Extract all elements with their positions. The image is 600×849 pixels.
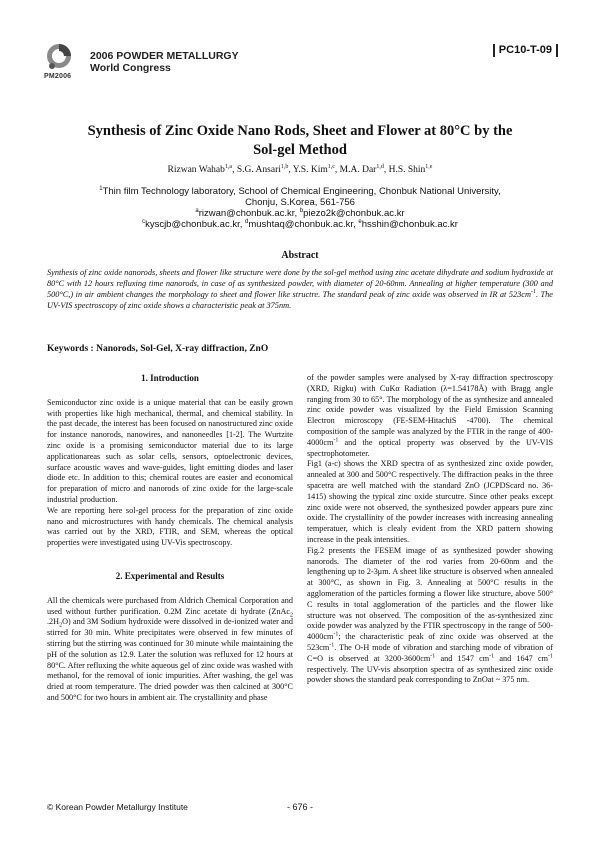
section-heading-introduction: 1. Introduction: [141, 373, 199, 383]
email-link[interactable]: kyscjb@chonbuk.ac.kr: [145, 219, 240, 230]
author-list: Rizwan Wahab$^{1,a}$, S.G. Ansari$^{1,b}$, Y.S. Kim$^{1,c}$, M.A. Dar$^{1,d}$, H.S. Shin$^{1,e}$: [167, 163, 433, 175]
affiliation: $^1$Thin film Technology laboratory, School of Chemical Engineering, Chonbuk National University, Chonju, S.Korea, 561-756 $^a$rizwan@chonbuk.ac.kr, $^b$piezo2k@chonbuk.ac.kr $^c$kyscjb@chonbuk.ac.kr, $^d$mushtaq@chonbuk.ac.kr, $^e$hsshin@chonbuk.ac.kr: [50, 186, 550, 230]
paper-code: PC10-T-09: [493, 44, 558, 57]
email-line-2: $^c$kyscjb@chonbuk.ac.kr, $^d$mushtaq@chonbuk.ac.kr, $^e$hsshin@chonbuk.ac.kr: [142, 218, 458, 230]
right-column: [307, 373, 553, 686]
paragraph: All the chemicals were purchased from Aldrich Chemical Corporation and used without further purification. 0.2M Zinc acetate di hydrate (ZnAc$_2$ $.2H_2O$) and 3M Sodium hydroxide were dissolved in de-ionized water and stirred for 30 min. White precipitates were observed in few minutes of stirring but the stirring was continued for 30 minute while maintaining the pH of the solution as 12.9. Later the solution was refluxed for 12 hours at 80°C. After refluxing the white aqueous gel of zinc oxide was washed with methanol, for the removal of ionic impurities. After washing, the gel was dried at room temperature. The dried powder was then calcined at 300°C and 500°C for two hours in ambient air. The crystallinity and phase: [47, 595, 293, 702]
keywords: Keywords : Nanorods, Sol-Gel, X-ray diffraction, ZnO: [47, 344, 269, 354]
email-link[interactable]: hsshin@chonbuk.ac.kr: [361, 219, 458, 230]
email-line-1: $^a$rizwan@chonbuk.ac.kr, $^b$piezo2k@chonbuk.ac.kr: [195, 207, 405, 219]
paragraph: Fig.2 presents the FESEM image of as synthesized powder showing nanorods. The diameter of the rod varies from 20-60nm and the lengthening up to 2-3μm. A sheet like structure is observed when annealed at 300°C, as shown in Fig. 3. Annealing at 500°C results in the agglomeration of the particles forming a flower like structure, above 500° C results in total agglomeration of the particles and the flower like structure was not observed. The composition of the as-synthesized zinc oxide powder was analyzed by the FTIR spectroscopy in the range of $500-4000cm^{-1}$; the characteristic peak of zinc oxide was observed at the $523cm^{-1}$. The O-H mode of vibration and starching mode of vibration of C=O is observed at $3200-3600cm^{-1}$ and 1547 $cm^{-1}$ and 1647 $cm^{-1}$ respectively. The UV-vis absorption spectra of as synthesized zinc oxide powder shows the standard peak corresponding to ZnOat ~ 375 nm.: [307, 545, 553, 685]
paragraph: Semiconductor zinc oxide is a unique material that can be easily grown with properties like high mechanical, thermal, and chemical stability. In the past decade, the interest has been focused on nanostructured zinc oxide for instance nanorods, nanowires, and nanoneedles [1-2]. The Wurtzite zinc oxide is a promising semiconductor material due to its large applicationareas such as solar cells, sensors, optoelectronic devices, surface acoustic waves and wave-guides, light emitting diodes and laser diode etc. In addition to this; chemical routes are easier and economical for preparation of micro and nanorods of zinc oxide for the large-scale industrial production.: [47, 397, 293, 504]
left-column: [47, 373, 293, 704]
conference-name: 2006 POWDER METALLURGY World Congress: [90, 50, 239, 74]
paragraph: of the powder samples were analysed by X-ray diffraction spectroscopy (XRD, Rigku) with CuKα Radiation (λ=1.54178Å) with Bragg angle ranging from 30 to 65°. The morphology of the as synthesize and annealed zinc oxide powder was visualized by the Field Emission Scanning Electron microscopy (FE-SEM-HitachiS -4700). The chemical composition of the sample was analyzed by the FTIR in the range of $400-4000cm^{-1}$ and the optical property was observed by the UV-VIS spectrophotometer.: [307, 373, 553, 458]
copyright: © Korean Powder Metallurgy Institute: [47, 802, 188, 812]
paragraph: Fig1 (a-c) shows the XRD spectra of as synthesized zinc oxide powder, annealed at 300 and 500°C respectively. The diffraction peaks in the three spacetra are well matched with the standard ZnO (JCPDScard no. 36-1415) showing the typical zinc oxide sturcutre. Since other peaks except zinc oxide were not observed, the synthesized powder appears pure zinc oxide. The crystallinity of the powder increases with increasing annealing temperatuer, which is clealy evident from the XRD pattern showing increase in the peak intensities.: [307, 459, 553, 544]
section-heading-experimental: 2. Experimental and Results: [115, 570, 225, 581]
abstract-text: Synthesis of zinc oxide nanorods, sheets and flower like structure were done by the sol-gel method using zinc acetate dihydrate and sodium hydroxide at 80°C with 12 hours refluxing time nanorods, in case of as synthesized powder, with diameter of 20-60nm. Annealing at higher temperature (300 and 500°C,) in air ambient changes the morphology to sheet and flower like structre. The standard peak of zinc oxide was observed in IR at $523cm^{-1}$. The UV-VIS spectroscopy of zinc oxide shows a characteristic peak at 375nm.: [47, 268, 553, 310]
paragraph: We are reporting here sol-gel process for the preparation of zinc oxide nano and microstructures with handy chemicals. The chemical analysis was carried out by the XRD, FTIR, and SEM, whereas the optical properties were investigated using UV-Vis spectroscopy.: [47, 505, 293, 548]
paper-title: Synthesis of Zinc Oxide Nano Rods, Sheet and Flower at 80°C by the Sol-gel Method: [87, 123, 513, 158]
email-link[interactable]: rizwan@chonbuk.ac.kr: [198, 208, 295, 219]
email-link[interactable]: mushtaq@chonbuk.ac.kr: [248, 219, 354, 230]
page-number: - 676 -: [286, 802, 313, 812]
abstract-heading: Abstract: [281, 250, 319, 261]
logo-text: PM2006: [44, 73, 72, 80]
email-link[interactable]: piezo2k@chonbuk.ac.kr: [303, 208, 405, 219]
